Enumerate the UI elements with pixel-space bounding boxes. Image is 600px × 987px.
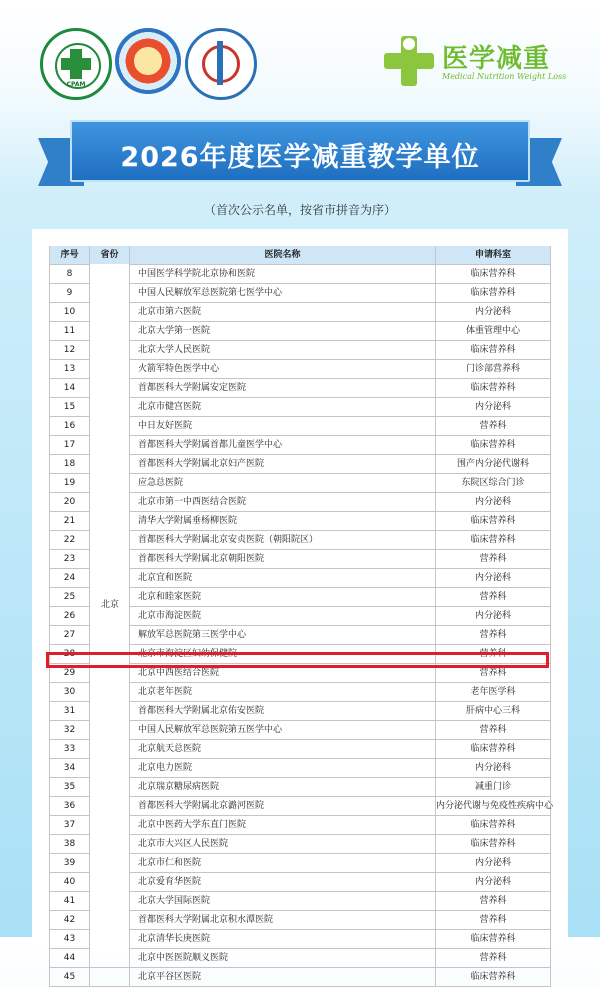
- table-header: [49, 246, 551, 265]
- row-no: 38: [49, 835, 89, 853]
- row-no: 41: [49, 892, 89, 910]
- row-hospital: 北京瑞京糖尿病医院: [129, 778, 435, 796]
- row-no: 13: [49, 360, 89, 378]
- row-no: 12: [49, 341, 89, 359]
- row-dept: 围产内分泌代谢科: [435, 455, 551, 473]
- banner-panel: [70, 120, 530, 182]
- row-dept: 营养科: [435, 892, 551, 910]
- row-no: 42: [49, 911, 89, 929]
- row-hospital: 中国人民解放军总医院第七医学中心: [129, 284, 435, 302]
- row-no: 28: [49, 645, 89, 663]
- row-hospital: 北京清华长庚医院: [129, 930, 435, 948]
- row-dept: 临床营养科: [435, 341, 551, 359]
- row-dept: 内分泌科: [435, 303, 551, 321]
- row-no: 21: [49, 512, 89, 530]
- row-dept: 减重门诊: [435, 778, 551, 796]
- row-no: 10: [49, 303, 89, 321]
- row-dept: 营养科: [435, 550, 551, 568]
- title-banner: [60, 120, 540, 190]
- row-hospital: 北京航天总医院: [129, 740, 435, 758]
- row-hospital: 北京市海淀医院: [129, 607, 435, 625]
- row-no: 8: [49, 265, 89, 283]
- province-label: 北京: [100, 600, 119, 610]
- province-cell: [89, 264, 129, 954]
- row-dept: 临床营养科: [435, 284, 551, 302]
- row-no: 37: [49, 816, 89, 834]
- row-hospital: 北京平谷区医院: [129, 968, 435, 986]
- row-hospital: 中国医学科学院北京协和医院: [129, 265, 435, 283]
- row-dept: 临床营养科: [435, 265, 551, 283]
- row-dept: 临床营养科: [435, 436, 551, 454]
- row-dept: 临床营养科: [435, 835, 551, 853]
- brand-logo: [384, 36, 567, 86]
- row-dept: 营养科: [435, 721, 551, 739]
- row-no: 43: [49, 930, 89, 948]
- row-dept: 老年医学科: [435, 683, 551, 701]
- row-dept: 内分泌科: [435, 398, 551, 416]
- row-hospital: 北京大学人民医院: [129, 341, 435, 359]
- row-no: 16: [49, 417, 89, 435]
- row-dept: 内分泌科: [435, 759, 551, 777]
- row-dept: 营养科: [435, 911, 551, 929]
- row-dept: 内分泌科: [435, 873, 551, 891]
- row-hospital: 首都医科大学附属北京安贞医院（朝阳院区）: [129, 531, 435, 549]
- row-hospital: 北京市第一中西医结合医院: [129, 493, 435, 511]
- row-dept: 临床营养科: [435, 531, 551, 549]
- table-panel: [32, 229, 568, 982]
- row-hospital: 北京大学国际医院: [129, 892, 435, 910]
- row-no: 45: [49, 968, 89, 986]
- row-hospital: 解放军总医院第三医学中心: [129, 626, 435, 644]
- row-dept: 营养科: [435, 626, 551, 644]
- row-no: 9: [49, 284, 89, 302]
- row-no: 31: [49, 702, 89, 720]
- row-no: 32: [49, 721, 89, 739]
- header-province: 省份: [89, 246, 129, 264]
- row-hospital: 北京老年医院: [129, 683, 435, 701]
- row-no: 27: [49, 626, 89, 644]
- brand-title: 医学减重: [442, 44, 551, 74]
- header-no: 序号: [49, 246, 89, 264]
- forum-logo-icon: [185, 28, 257, 100]
- row-dept: 体重管理中心: [435, 322, 551, 340]
- row-hospital: 首都医科大学附属北京潞河医院: [129, 797, 435, 815]
- row-no: 23: [49, 550, 89, 568]
- row-hospital: 北京宜和医院: [129, 569, 435, 587]
- header-dept: 申请科室: [435, 246, 551, 264]
- row-no: 20: [49, 493, 89, 511]
- row-hospital: 北京市第六医院: [129, 303, 435, 321]
- page-subtitle: （首次公示名单，按省市拼音为序）: [203, 203, 396, 217]
- row-hospital: 北京市大兴区人民医院: [129, 835, 435, 853]
- row-no: 39: [49, 854, 89, 872]
- row-dept: 内分泌科: [435, 607, 551, 625]
- highlight-box: [46, 652, 549, 668]
- row-no: 30: [49, 683, 89, 701]
- header-hospital: 医院名称: [129, 246, 435, 264]
- row-no: 44: [49, 949, 89, 967]
- row-dept: 门诊部营养科: [435, 360, 551, 378]
- row-no: 19: [49, 474, 89, 492]
- row-dept: 临床营养科: [435, 930, 551, 948]
- row-dept: 临床营养科: [435, 512, 551, 530]
- row-dept: 内分泌科: [435, 493, 551, 511]
- row-dept: 临床营养科: [435, 740, 551, 758]
- row-hospital: 火箭军特色医学中心: [129, 360, 435, 378]
- row-hospital: 应急总医院: [129, 474, 435, 492]
- row-hospital: 北京市海淀区妇幼保健院: [129, 645, 435, 663]
- page-title: 2026年度医学减重教学单位: [120, 142, 480, 173]
- row-hospital: 北京电力医院: [129, 759, 435, 777]
- row-dept: 营养科: [435, 664, 551, 682]
- row-dept: 临床营养科: [435, 816, 551, 834]
- row-dept: 临床营养科: [435, 968, 551, 986]
- row-dept: 营养科: [435, 949, 551, 967]
- row-no: 15: [49, 398, 89, 416]
- row-hospital: 北京中医药大学东直门医院: [129, 816, 435, 834]
- row-hospital: 清华大学附属垂杨柳医院: [129, 512, 435, 530]
- association-logo-text: CPAM: [66, 81, 86, 88]
- row-hospital: 北京中西医结合医院: [129, 664, 435, 682]
- row-hospital: 北京中医医院顺义医院: [129, 949, 435, 967]
- row-dept: 营养科: [435, 417, 551, 435]
- row-hospital: 首都医科大学附属北京佑安医院: [129, 702, 435, 720]
- row-hospital: 首都医科大学附属首都儿童医学中心: [129, 436, 435, 454]
- row-dept: 内分泌代谢与免疫性疾病中心: [435, 797, 551, 815]
- row-hospital: 北京爱育华医院: [129, 873, 435, 891]
- row-hospital: 北京市健宫医院: [129, 398, 435, 416]
- row-hospital: 首都医科大学附属北京妇产医院: [129, 455, 435, 473]
- row-dept: 营养科: [435, 588, 551, 606]
- row-dept: 肝病中心三科: [435, 702, 551, 720]
- table-row: [49, 968, 551, 987]
- apple-logo-icon: [115, 28, 181, 94]
- row-hospital: 中国人民解放军总医院第五医学中心: [129, 721, 435, 739]
- row-no: 34: [49, 759, 89, 777]
- row-no: 24: [49, 569, 89, 587]
- row-no: 14: [49, 379, 89, 397]
- row-no: 22: [49, 531, 89, 549]
- row-dept: 内分泌科: [435, 854, 551, 872]
- brand-subtitle: Medical Nutrition Weight Loss: [442, 72, 567, 81]
- row-dept: 临床营养科: [435, 379, 551, 397]
- brand-cross-icon: [384, 36, 434, 86]
- row-no: 33: [49, 740, 89, 758]
- row-no: 18: [49, 455, 89, 473]
- row-hospital: 北京和睦家医院: [129, 588, 435, 606]
- row-no: 40: [49, 873, 89, 891]
- row-hospital: 首都医科大学附属北京朝阳医院: [129, 550, 435, 568]
- row-dept: 东院区综合门诊: [435, 474, 551, 492]
- row-hospital: 首都医科大学附属北京积水潭医院: [129, 911, 435, 929]
- row-no: 11: [49, 322, 89, 340]
- row-no: 26: [49, 607, 89, 625]
- row-no: 29: [49, 664, 89, 682]
- row-dept: 内分泌科: [435, 569, 551, 587]
- row-no: 25: [49, 588, 89, 606]
- row-hospital: 北京大学第一医院: [129, 322, 435, 340]
- row-hospital: 中日友好医院: [129, 417, 435, 435]
- row-no: 17: [49, 436, 89, 454]
- row-province: [89, 968, 129, 986]
- row-hospital: 北京市仁和医院: [129, 854, 435, 872]
- row-no: 35: [49, 778, 89, 796]
- association-logo-icon: [40, 28, 112, 100]
- row-hospital: 首都医科大学附属安定医院: [129, 379, 435, 397]
- row-dept: 营养科: [435, 645, 551, 663]
- row-no: 36: [49, 797, 89, 815]
- hospital-table: [49, 246, 554, 987]
